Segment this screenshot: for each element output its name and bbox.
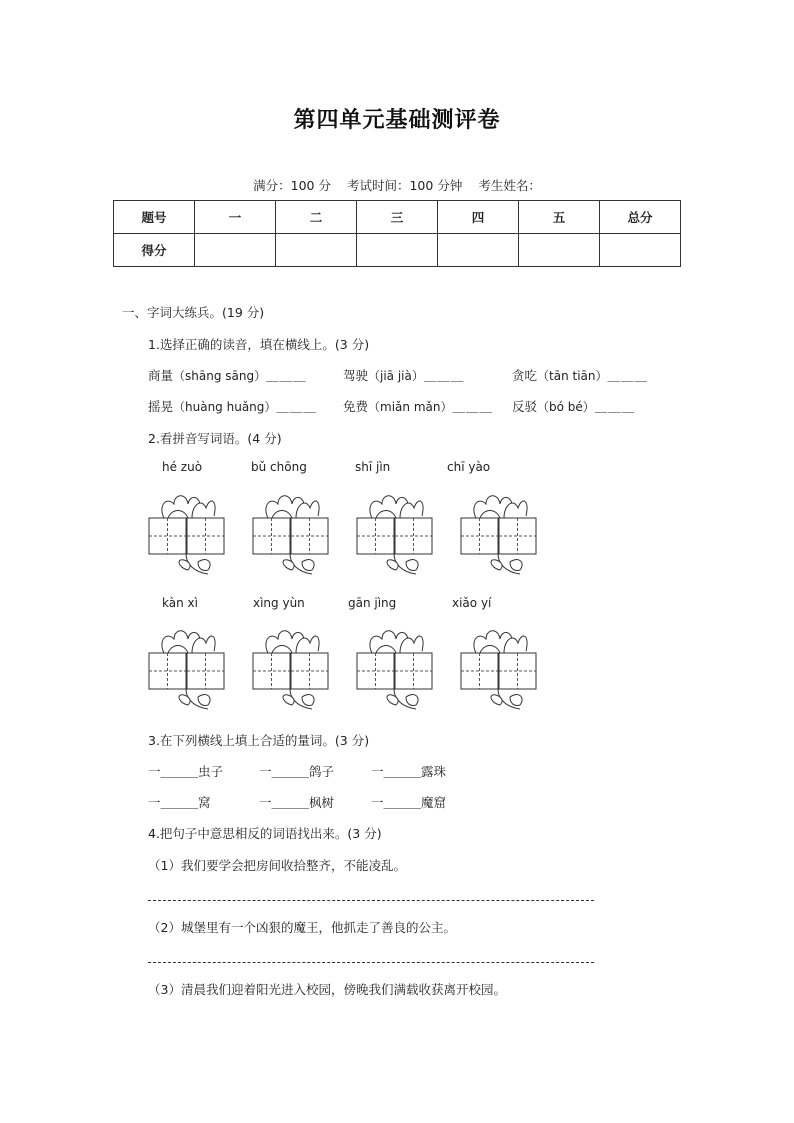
score-cell[interactable] [600, 234, 681, 267]
pinyin-prompt: xiǎo yí [452, 596, 492, 610]
answer-blank[interactable]: ＿＿＿ [423, 368, 465, 383]
answer-blank[interactable]: ＿＿＿ [607, 368, 649, 383]
score-table-score-row [114, 234, 681, 267]
score-cell[interactable] [438, 234, 519, 267]
score-row-label: 得分 [114, 234, 195, 267]
score-cell[interactable] [357, 234, 438, 267]
answer-blank[interactable]: ＿＿＿ [266, 368, 307, 383]
full-marks: 满分：100 分 [253, 178, 331, 193]
measure-word-item[interactable]: 一＿＿＿虫子 [148, 764, 224, 779]
exam-time: 考试时间：100 分钟 [346, 178, 463, 193]
score-table-header-row [114, 201, 681, 234]
sentence-2: （2）城堡里有一个凶狠的魔王，他抓走了善良的公主。 [148, 920, 456, 935]
score-header-cell: 四 [438, 201, 519, 234]
student-name-label: 考生姓名： [478, 178, 541, 193]
measure-word-item[interactable]: 一＿＿＿露珠 [371, 764, 447, 779]
flower-writing-box[interactable] [460, 490, 540, 576]
pinyin-prompt: xìng yùn [253, 596, 305, 610]
pinyin-prompt: bǔ chōng [251, 460, 307, 474]
page-title: 第四单元基础测评卷 [293, 107, 501, 133]
answer-blank[interactable]: ＿＿＿ [276, 399, 317, 414]
sentence-1: （1）我们要学会把房间收拾整齐，不能凌乱。 [148, 858, 406, 873]
pinyin-prompt: gān jìng [348, 596, 397, 610]
q1-item: 驾驶（jiā jià）＿＿＿ [343, 368, 465, 383]
question-3-title: 3.在下列横线上填上合适的量词。(3 分) [148, 733, 370, 748]
q1-item: 反驳（bó bé）＿＿＿ [512, 399, 636, 414]
question-2-title: 2.看拼音写词语。(4 分) [148, 431, 282, 446]
measure-word-item[interactable]: 一＿＿＿鸽子 [259, 764, 335, 779]
score-cell[interactable] [276, 234, 357, 267]
section-heading: 一、字词大练兵。(19 分) [122, 305, 265, 320]
flower-writing-box[interactable] [252, 625, 332, 711]
q1-item: 商量（shāng sāng）＿＿＿ [148, 368, 307, 383]
score-header-cell: 总分 [600, 201, 681, 234]
answer-blank[interactable]: ＿＿＿ [594, 399, 636, 414]
pinyin-prompt: kàn xì [162, 596, 198, 610]
question-4-title: 4.把句子中意思相反的词语找出来。(3 分) [148, 826, 382, 841]
score-header-cell: 一 [195, 201, 276, 234]
score-header-cell: 二 [276, 201, 357, 234]
measure-word-item[interactable]: 一＿＿＿窝 [148, 795, 211, 810]
q1-item: 摇晃（huàng huǎng）＿＿＿ [148, 399, 317, 414]
q1-item: 贪吃（tān tiān）＿＿＿ [512, 368, 649, 383]
flower-writing-box[interactable] [356, 490, 436, 576]
pinyin-prompt: hé zuò [162, 460, 203, 474]
question-1-title: 1.选择正确的读音，填在横线上。(3 分) [148, 337, 370, 352]
flower-writing-box[interactable] [252, 490, 332, 576]
score-table [113, 200, 681, 267]
exam-info [0, 176, 794, 194]
score-cell[interactable] [519, 234, 600, 267]
measure-word-item[interactable]: 一＿＿＿枫树 [259, 795, 335, 810]
score-cell[interactable] [195, 234, 276, 267]
q1-item: 免费（miǎn mǎn）＿＿＿ [343, 399, 493, 414]
pinyin-prompt: shī jìn [355, 460, 391, 474]
score-header-cell: 五 [519, 201, 600, 234]
answer-line[interactable] [148, 962, 594, 963]
score-header-cell: 题号 [114, 201, 195, 234]
flower-writing-box[interactable] [356, 625, 436, 711]
flower-writing-box[interactable] [460, 625, 540, 711]
pinyin-prompt: chī yào [447, 460, 491, 474]
answer-line[interactable] [148, 900, 594, 901]
flower-writing-box[interactable] [148, 490, 228, 576]
flower-writing-box[interactable] [148, 625, 228, 711]
measure-word-item[interactable]: 一＿＿＿魔窟 [371, 795, 447, 810]
score-header-cell: 三 [357, 201, 438, 234]
sentence-3: （3）清晨我们迎着阳光进入校园，傍晚我们满载收获离开校园。 [148, 982, 506, 997]
answer-blank[interactable]: ＿＿＿ [452, 399, 493, 414]
